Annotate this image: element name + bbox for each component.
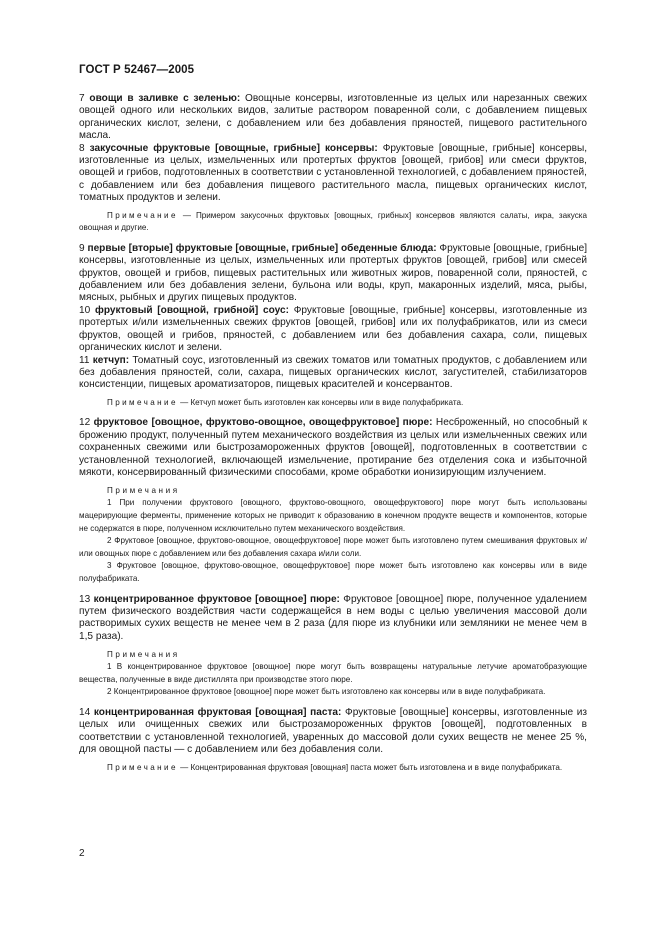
clause-definition: Фруктовые [овощные, грибные] консервы, изготовленные из целых, измельченных или протертых фруктов [овощей, грибов] или смесей фруктов, овощей и грибов, пищевых растительных или животных жиров, поваренной соли, пряностей, с добавлением или без добавления зелени, бульона или воды, круп, макаронных изделий, мяса, рыбы, мясных, рыбных и других пищевых продуктов. (79, 242, 587, 304)
clause-term: фруктовое [овощное, фруктово-овощное, овощефруктовое] пюре: (93, 417, 433, 429)
clause-number: 13 (79, 593, 91, 605)
clause-term: фруктовый [овощной, грибной] соус: (95, 304, 289, 316)
note-item: 1 При получении фруктового [овощного, фруктово-овощного, овощефруктового] пюре могут быть использованы мацерирующие ферменты, применение которых не приводит к образованию в конечном продукте веществ и компонентов, которые не содержатся в пюре, полученном исключительно путем механического воздействия. (79, 498, 587, 533)
clause-term: закусочные фруктовые [овощные, грибные] консервы: (89, 142, 378, 154)
notes-heading: Примечания (107, 486, 180, 496)
clause-definition: Овощные консервы, изготовленные из целых или нарезанных свежих овощей одного или нескольких видов, залитые раствором поваренной соли, с добавлением пищевых органических кислот, зелени, с добавлением или без добавления пряностей, пищевого растительного масла. (79, 93, 587, 142)
standard-header: ГОСТ Р 52467—2005 (79, 64, 195, 76)
clause-number: 10 (79, 304, 91, 316)
note-label: Примечание (107, 210, 178, 220)
clause-number: 11 (79, 354, 90, 366)
notes-heading: Примечания (107, 650, 180, 660)
clause-definition: Фруктовые [овощные, грибные] консервы, изготовленные из целых, измельченных или протертых фруктов [овощей, грибов] или смеси фруктов, овощей и грибов, подготовленных в соответствии с установленной технологией, с добавлением пряностей, с добавлением или без добавления пищевого растительного масла, пищевых органических кислот, томатных продуктов и зелени. (79, 142, 587, 204)
clause-term: концентрированное фруктовое [овощное] пюре: (93, 593, 340, 605)
clause-9 (79, 243, 587, 305)
clause-term: концентрированная фруктовая [овощная] паста: (93, 706, 342, 718)
note (79, 210, 587, 235)
note-item: 2 Фруктовое [овощное, фруктово-овощное, овощефруктовое] пюре может быть изготовлено путем смешивания фруктовых и/или овощных пюре с добавлением или без добавления сахара и/или соли. (79, 536, 587, 558)
clause-14 (79, 707, 587, 757)
note (79, 762, 587, 775)
clause-term: кетчуп: (92, 354, 130, 366)
page-number: 2 (79, 848, 85, 859)
clause-number: 12 (79, 417, 91, 429)
clause-number: 9 (79, 242, 85, 254)
clause-term: овощи в заливке с зеленью: (89, 93, 241, 104)
note-item: 2 Концентрированное фруктовое [овощное] пюре может быть изготовлено как консервы или в виде полуфабриката. (107, 687, 546, 697)
note-text: — Примером закусочных фруктовых [овощных, грибных] консервов являются салаты, икра, закуска овощная и другие. (79, 210, 588, 233)
note (79, 397, 587, 410)
note-text: — Кетчуп может быть изготовлен как консервы или в виде полуфабриката. (180, 397, 464, 407)
clause-definition: Несброженный, но способный к брожению продукт, полученный путем механического воздействия из целых или измельченных свежих или сохраненных свежими или быстрозамороженных фруктов [овощей], подготовленных в соответствии с установленной технологией, включающей измельчение, протирание без отделения сока и избыточной мякоти, консервированный физическими способами, кроме обработки ионизирующим излучением. (79, 417, 587, 478)
note-item: 3 Фруктовое [овощное, фруктово-овощное, овощефруктовое] пюре может быть изготовлено как консервы или в виде полуфабриката. (79, 561, 587, 583)
clause-7 (79, 93, 587, 143)
clause-number: 8 (79, 142, 85, 154)
note-text: — Концентрированная фруктовая [овощная] паста может быть изготовлена и в виде полуфабриката. (180, 762, 563, 772)
clause-number: 14 (79, 706, 91, 718)
clause-10 (79, 305, 587, 355)
clause-term: первые [вторые] фруктовые [овощные, грибные] обеденные блюда: (87, 242, 437, 254)
clause-definition: Фруктовые [овощные, грибные] консервы, изготовленные из протертых и/или измельченных свежих фруктов [овощей, грибов] или их полуфабрикатов, или из смеси фруктов, овощей и грибов, пряностей, с добавлением или без добавления сахара, соли, пищевых органических кислот и зелени. (79, 304, 587, 354)
clause-8 (79, 143, 587, 205)
clause-12 (79, 417, 587, 479)
note-label: Примечание (107, 397, 178, 407)
clause-definition: Фруктовые [овощные] консервы, изготовленные из целых или очищенных свежих или быстрозамороженных фруктов [овощей], подготовленных в соответствии с установленной технологией, уваренных до массовой доли сухих веществ не менее 25 %, для овощной пасты — с добавлением или без добавления соли. (79, 706, 587, 756)
clause-definition: Фруктовое [овощное] пюре, полученное удалением путем физического воздействия части содержащейся в нем воды с целью увеличения массовой доли растворимых сухих веществ не менее чем в 2 раза (для пюре из клубники или земляники не менее чем в 1,5 раза). (79, 593, 587, 642)
note-label: Примечание (107, 762, 178, 772)
clause-definition: Томатный соус, изготовленный из свежих томатов или томатных продуктов, с добавлением или без добавления пряностей, соли, сахара, пищевых органических кислот, загустителей, стабилизаторов консистенции, пищевых ароматизаторов, пищевых красителей и консервантов. (79, 354, 587, 391)
note-item: 1 В концентрированное фруктовое [овощное] пюре могут быть возвращены натуральные летучие ароматобразующие вещества, полученные в виде дистиллята при производстве этого пюре. (79, 662, 587, 684)
clause-11 (79, 355, 587, 392)
document-body (79, 93, 587, 774)
clause-number: 7 (79, 93, 85, 104)
clause-13 (79, 594, 587, 644)
